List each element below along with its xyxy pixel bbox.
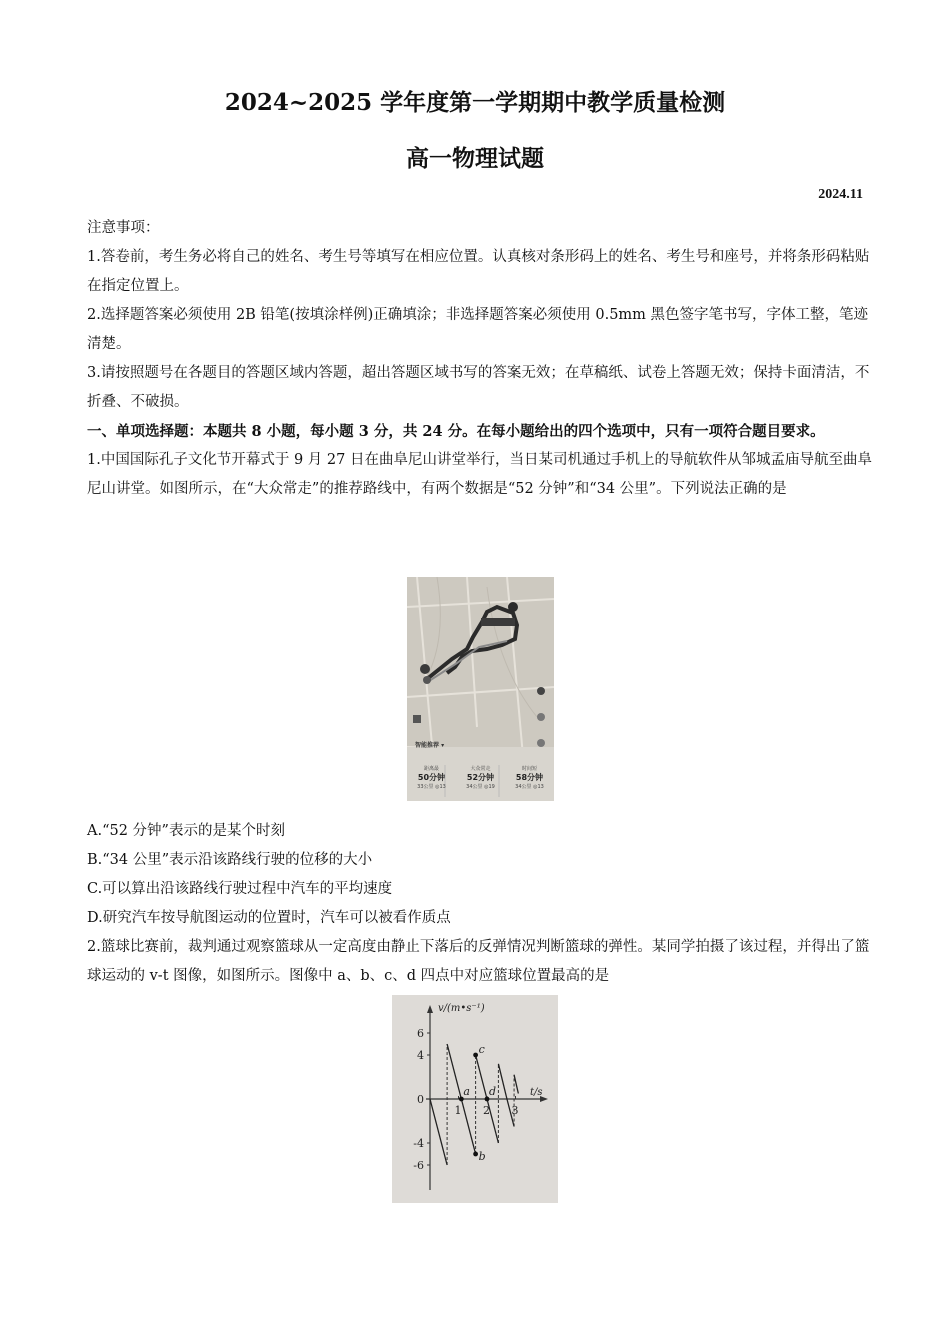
vt-line-segment: [487, 1099, 498, 1143]
y-tick-label: 4: [417, 1049, 424, 1062]
exam-title: 2024~2025 学年度第一学期期中教学质量检测: [224, 89, 726, 116]
point-label-c: c: [478, 1043, 485, 1056]
y-tick-label: 0: [417, 1093, 424, 1106]
question-2-stem: 2.篮球比赛前，裁判通过观察篮球从一定高度由静止下落后的反弹情况判断篮球的弹性。某同学拍摄了该过程，并得出了篮球运动的 v-t 图像，如图所示。图像中 a、b、c、d 四点中对应篮球位置最高的是: [87, 939, 870, 984]
y-axis-arrow: [427, 1005, 433, 1013]
x-tick-label: 3: [511, 1104, 519, 1117]
route-info: 33公里 ◎13: [417, 784, 446, 790]
y-tick-label: 6: [417, 1027, 424, 1040]
x-tick-label: 2: [483, 1104, 490, 1117]
question-1-stem: 1.中国国际孔子文化节开幕式于 9 月 27 日在曲阜尼山讲堂举行，当日某司机通过手机上的导航软件从邹城孟庙导航至曲阜尼山讲堂。如图所示，在“大众常走”的推荐路线中，有两个数据是“52 分钟”和“34 公里”。下列说法正确的是: [87, 452, 872, 497]
note-item-2: 2.选择题答案必须使用 2B 铅笔(按填涂样例)正确填涂；非选择题答案必须使用 0.5mm 黑色签字笔书写，字体工整，笔迹清楚。: [87, 307, 869, 352]
route-option: [407, 765, 456, 790]
point-b: [473, 1152, 478, 1157]
route-time: 58分钟: [515, 773, 544, 782]
navigation-map-figure: [407, 577, 554, 801]
point-label-a: a: [463, 1085, 470, 1098]
vt-line-segment: [476, 1055, 487, 1099]
y-tick-label: -4: [413, 1137, 424, 1150]
route-option: [505, 765, 554, 790]
y-tick-label: -6: [413, 1159, 424, 1172]
notes-heading: 注意事项：: [87, 220, 160, 236]
exam-date: 2024.11: [818, 187, 863, 202]
point-label-d: d: [489, 1085, 497, 1098]
option-c: C.可以算出沿该路线行驶过程中汽车的平均速度: [87, 881, 393, 897]
note-item-3: 3.请按照题号在各题目的答题区域内答题，超出答题区域书写的答案无效；在草稿纸、试卷上答题无效；保持卡面清洁，不折叠、不破损。: [87, 365, 870, 410]
vt-chart-figure: [392, 995, 558, 1203]
vt-line-segment: [514, 1075, 518, 1094]
route-name: 大众常走: [470, 766, 491, 772]
point-c: [473, 1053, 478, 1058]
y-axis-label: v/(m•s⁻¹): [438, 1003, 485, 1014]
vt-line-segment: [461, 1099, 475, 1154]
option-d: D.研究汽车按导航图运动的位置时，汽车可以被看作质点: [87, 910, 451, 926]
route-info: 34公里 ◎19: [466, 784, 495, 790]
vt-line-segment: [430, 1099, 447, 1165]
option-a: A.“52 分钟”表示的是某个时刻: [87, 823, 285, 839]
route-name: 距离最: [423, 766, 439, 772]
x-axis-label: t/s: [530, 1087, 543, 1098]
question-1-options: [87, 817, 877, 933]
section-heading: 一、单项选择题：本题共 8 小题，每小题 3 分，共 24 分。在每小题给出的四个选项中，只有一项符合题目要求。: [87, 423, 825, 440]
route-options: [407, 765, 554, 790]
x-tick-label: 1: [454, 1104, 462, 1117]
route-info: 34公里 ◎13: [515, 784, 544, 790]
point-label-b: b: [478, 1150, 486, 1163]
option-b: B.“34 公里”表示沿该路线行驶的位移的大小: [87, 852, 373, 868]
note-item-1: 1.答卷前，考生务必将自己的姓名、考生号等填写在相应位置。认真核对条形码上的姓名、考生号和座号，并将条形码粘贴在指定位置上。: [87, 249, 870, 294]
vt-line-segment: [498, 1064, 507, 1099]
exam-subtitle: 高一物理试题: [406, 145, 544, 172]
route-time: 52分钟: [466, 773, 495, 782]
map-recommend-label: 智能推荐 ▾: [415, 742, 445, 749]
route-name: 时间短: [521, 766, 537, 772]
route-option: [456, 765, 505, 790]
vt-line-segment: [447, 1044, 461, 1099]
vt-chart: [392, 995, 558, 1203]
route-time: 50分钟: [417, 773, 446, 782]
question-2: [87, 933, 877, 991]
notes-block: [87, 214, 877, 504]
